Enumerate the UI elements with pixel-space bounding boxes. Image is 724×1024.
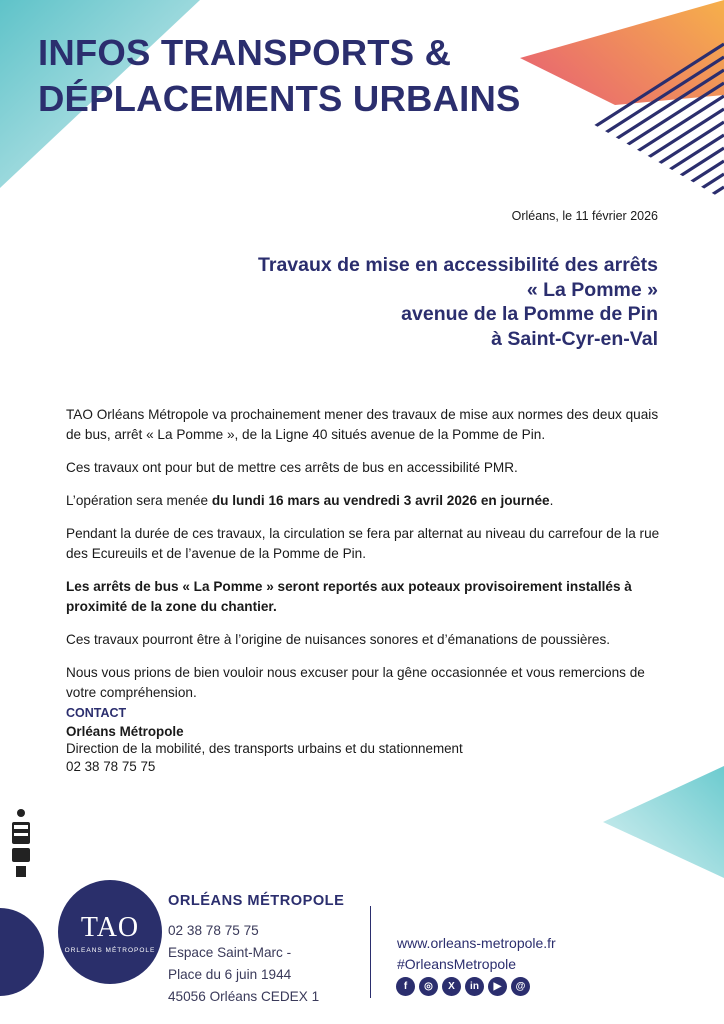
subject-heading <box>258 253 658 351</box>
dates-bold: du lundi 16 mars au vendredi 3 avril 2026 en journée <box>211 493 550 508</box>
threads-icon[interactable]: @ <box>511 977 530 996</box>
footer-phone: 02 38 78 75 75 <box>168 923 259 938</box>
teal-right-triangle <box>603 766 724 878</box>
contact-heading: CONTACT <box>66 706 127 720</box>
title-line-2: DÉPLACEMENTS URBAINS <box>38 78 521 119</box>
body-text <box>66 405 676 716</box>
contact-org: Orléans Métropole <box>66 723 184 739</box>
tao-logo-subtext: ORLEANS MÉTROPOLE <box>64 947 156 954</box>
website-link[interactable]: www.orleans-metropole.fr <box>397 935 556 951</box>
ecolabel-logo <box>10 808 32 878</box>
facebook-icon[interactable]: f <box>396 977 415 996</box>
paragraph-apology: Nous vous prions de bien vouloir nous excuser pour la gêne occasionnée et vous remercions de votre compréhension. <box>66 665 645 700</box>
footer-web <box>397 933 556 974</box>
tao-logo <box>58 880 162 984</box>
document-date: Orléans, le 11 février 2026 <box>511 209 658 223</box>
navy-half-circle <box>0 908 44 996</box>
dates-prefix: L’opération sera menée <box>66 493 212 508</box>
paragraph-purpose: Ces travaux ont pour but de mettre ces arrêts de bus en accessibilité PMR. <box>66 460 518 475</box>
subject-line-3: avenue de la Pomme de Pin <box>401 303 658 325</box>
footer-address-line-2: Place du 6 juin 1944 <box>168 967 292 982</box>
x-icon[interactable]: X <box>442 977 461 996</box>
contact-department: Direction de la mobilité, des transports urbains et du stationnement <box>66 741 463 756</box>
page-title <box>38 30 521 122</box>
youtube-icon[interactable]: ▶ <box>488 977 507 996</box>
subject-line-4: à Saint-Cyr-en-Val <box>491 327 658 350</box>
footer-address-line-3: 45056 Orléans CEDEX 1 <box>168 989 320 1004</box>
subject-line-2: « La Pomme » <box>526 278 658 301</box>
footer-divider <box>370 906 371 998</box>
title-line-1: INFOS TRANSPORTS & <box>38 32 452 73</box>
contact-phone: 02 38 78 75 75 <box>66 758 156 774</box>
paragraph-dates <box>66 491 676 511</box>
linkedin-icon[interactable]: in <box>465 977 484 996</box>
paragraph-nuisances: Ces travaux pourront être à l’origine de nuisances sonores et d’émanations de poussières. <box>66 632 611 647</box>
social-icons <box>396 977 530 996</box>
contact-block <box>66 705 463 775</box>
paragraph-intro: TAO Orléans Métropole va prochainement mener des travaux de mise aux normes des deux quais de bus, arrêt « La Pomme », de la Ligne 40 situés avenue de la Pomme de Pin. <box>66 407 659 442</box>
paragraph-traffic: Pendant la durée de ces travaux, la circulation se fera par alternat au niveau du carrefour de la rue des Ecureuils et de l’avenue de la Pomme de Pin. <box>66 526 660 561</box>
instagram-icon[interactable]: ◎ <box>419 977 438 996</box>
hashtag: #OrleansMetropole <box>397 955 517 972</box>
subject-line-1: Travaux de mise en accessibilité des arrêts <box>258 254 658 276</box>
footer-address <box>168 893 344 1008</box>
footer-address-line-1: Espace Saint-Marc - <box>168 945 292 960</box>
tao-logo-text: TAO <box>80 912 140 943</box>
paragraph-stops: Les arrêts de bus « La Pomme » seront reportés aux poteaux provisoirement installés à proximité de la zone du chantier. <box>66 579 632 614</box>
footer-org: ORLÉANS MÉTROPOLE <box>168 893 345 909</box>
dates-suffix: . <box>549 493 554 508</box>
